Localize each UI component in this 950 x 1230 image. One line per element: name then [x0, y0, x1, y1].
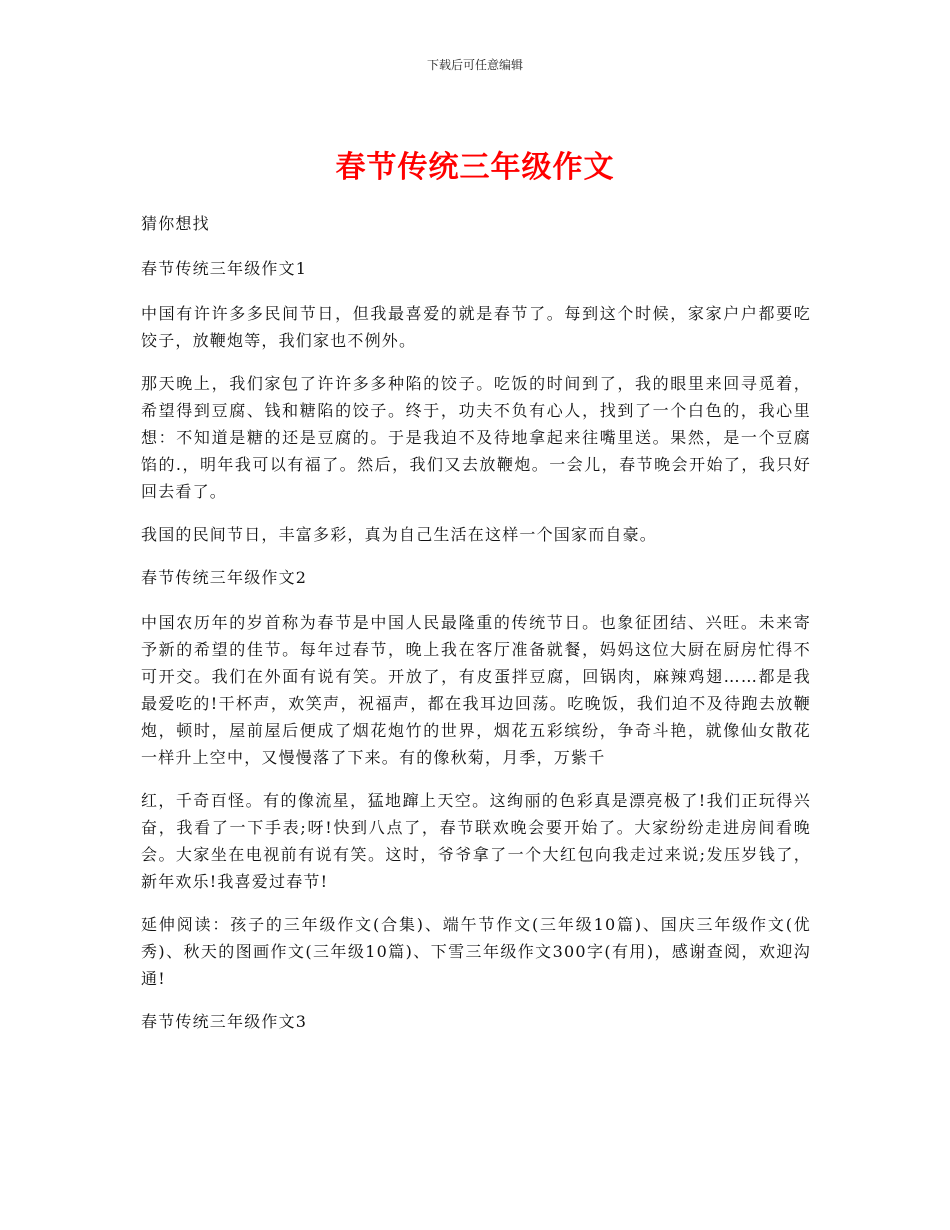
document-body: [141, 210, 811, 1053]
section-label-guess: 猜你想找: [141, 214, 210, 233]
further-reading-paragraph: 延伸阅读：孩子的三年级作文(合集)、端午节作文(三年级10篇)、国庆三年级作文(优秀)、秋天的图画作文(三年级10篇)、下雪三年级作文300字(有用)，感谢查阅，欢迎沟通!: [141, 915, 811, 988]
paragraph: 中国农历年的岁首称为春节是中国人民最隆重的传统节日。也象征团结、兴旺。未来寄予新的希望的佳节。每年过春节，晚上我在客厅准备就餐，妈妈这位大厨在厨房忙得不可开交。我们在外面有说有笑。开放了，有皮蛋拌豆腐，回锅肉，麻辣鸡翅……都是我最爱吃的!干杯声，欢笑声，祝福声，都在我耳边回荡。吃晚饭，我们迫不及待跑去放鞭炮，顿时，屋前屋后便成了烟花炮竹的世界，烟花五彩缤纷，争奇斗艳，就像仙女散花一样升上空中，又慢慢落了下来。有的像秋菊，月季，万紫千: [141, 613, 811, 767]
paragraph: 红，千奇百怪。有的像流星，猛地蹿上天空。这绚丽的色彩真是漂亮极了!我们正玩得兴奋，我看了一下手表;呀!快到八点了，春节联欢晚会要开始了。大家纷纷走进房间看晚会。大家坐在电视前有说有笑。这时，爷爷拿了一个大红包向我走过来说;发压岁钱了，新年欢乐!我喜爱过春节!: [141, 791, 811, 891]
essay-heading-1: 春节传统三年级作文1: [141, 259, 308, 278]
paragraph: 那天晚上，我们家包了许许多多种陷的饺子。吃饭的时间到了，我的眼里来回寻觅着，希望得到豆腐、钱和糖陷的饺子。终于，功夫不负有心人，找到了一个白色的，我心里想：不知道是糖的还是豆腐的。于是我迫不及待地拿起来往嘴里送。果然，是一个豆腐馅的.，明年我可以有福了。然后，我们又去放鞭炮。一会儿，春节晚会开始了，我只好回去看了。: [141, 374, 811, 501]
paragraph: 我国的民间节日，丰富多彩，真为自己生活在这样一个国家而自豪。: [141, 525, 658, 544]
document-title: 春节传统三年级作文: [335, 150, 615, 185]
header-note: 下载后可任意编辑: [426, 58, 523, 72]
essay-heading-2: 春节传统三年级作文2: [141, 568, 308, 587]
paragraph: 中国有许许多多民间节日，但我最喜爱的就是春节了。每到这个时候，家家户户都要吃饺子，放鞭炮等，我们家也不例外。: [141, 304, 811, 350]
essay-heading-3: 春节传统三年级作文3: [141, 1012, 308, 1031]
